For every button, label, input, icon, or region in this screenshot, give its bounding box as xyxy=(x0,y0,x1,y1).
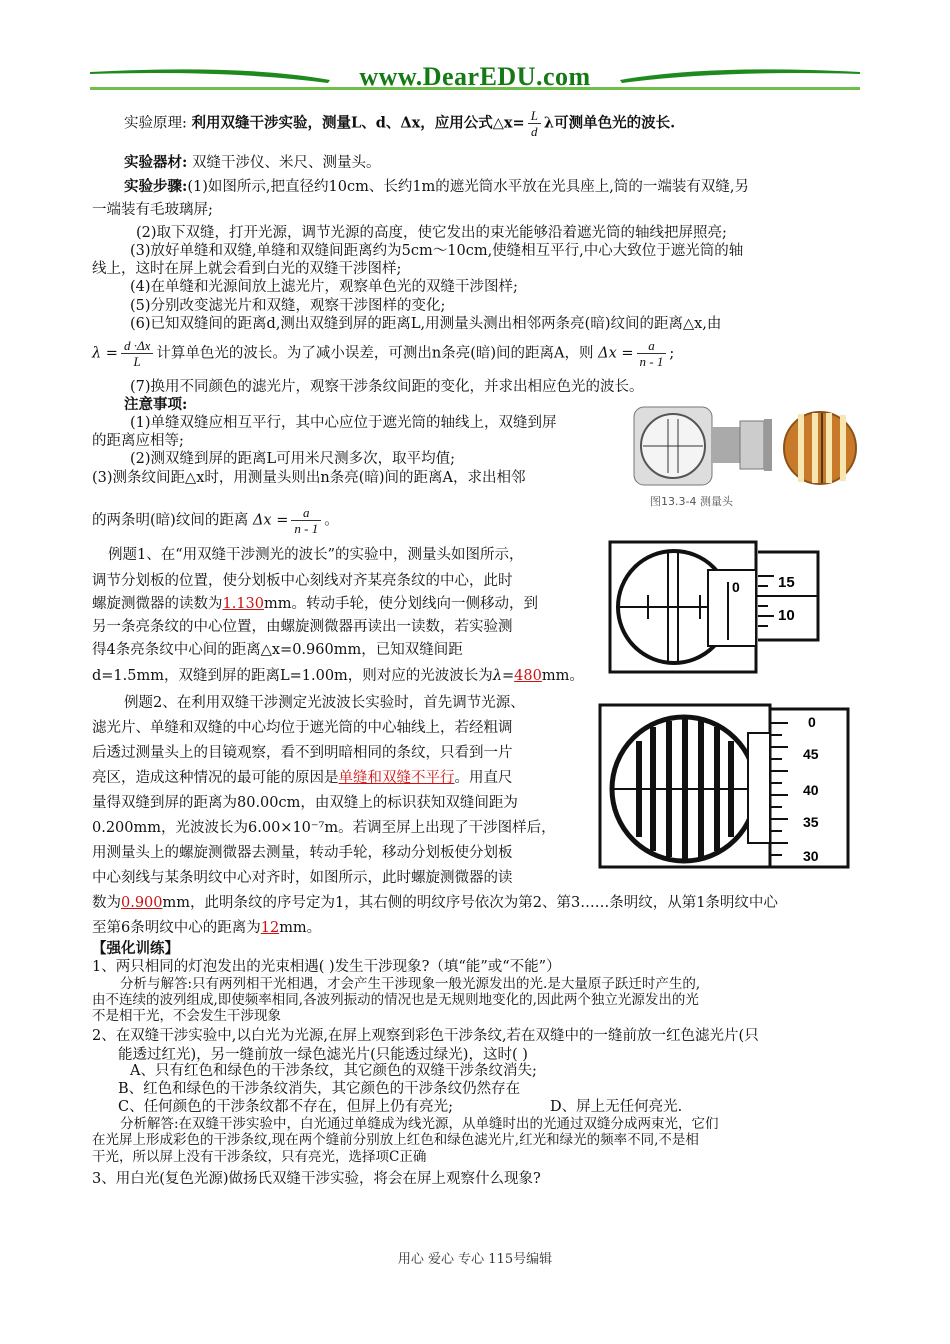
example1-line-5: 得4条亮条纹中心间的距离△x=0.960mm，已知双缝间距 xyxy=(92,642,463,658)
notes-line-2: (2)测双缝到屏的距离L可用米尺测多次，取平均值; xyxy=(130,451,456,467)
example2-line-5: 量得双缝到屏的距离为80.00cm，由双缝上的标识获知双缝间距为 xyxy=(92,795,518,811)
measurement-head-figure xyxy=(632,405,862,510)
example2-line-10: 至第6条明纹中心的距离为12mm。 xyxy=(92,920,322,936)
example1-line-3: 螺旋测微器的读数为1.130mm。转动手轮，使分划线向一侧移动，到 xyxy=(92,596,539,612)
example2-line-9: 数为0.900mm，此明条纹的序号定为1，其右侧的明纹序号依次为第2、第3……条明纹，从第1条明纹中心 xyxy=(92,895,778,911)
notes-line-3: (3)测条纹间距△x时，用测量头则出n条亮(暗)间的距离A，求出相邻 xyxy=(92,470,526,486)
training-q1: 1、两只相同的灯泡发出的光束相遇( )发生干涉现象?（填“能”或“不能”） xyxy=(92,959,561,975)
principle-text: 利用双缝干涉实验，测量L、d、Δx，应用公式△x= xyxy=(191,114,525,132)
training-q2-line-1: 2、在双缝干涉实验中,以白光为光源,在屏上观察到彩色干涉条纹,若在双缝中的一缝前放一红色滤光片(只 xyxy=(92,1028,759,1044)
principle-fraction: $\frac{L}{d}$ xyxy=(528,108,541,139)
example2-line-7: 用测量头上的螺旋测微器去测量，转动手轮，移动分划板使分划板 xyxy=(92,845,513,861)
training-q3: 3、用白光(复色光源)做扬氏双缝干涉实验，将会在屏上观察什么现象? xyxy=(92,1171,541,1187)
notes-dx-fraction: $\frac{a}{n - 1}$ xyxy=(291,505,321,536)
micrometer-diagram-2 xyxy=(598,703,856,871)
steps-line-1b: 一端装有毛玻璃屏; xyxy=(92,202,213,218)
example2-figure xyxy=(598,703,856,871)
example2-line-6: 0.200mm，光波波长为6.00×10⁻⁷m。若调至屏上出现了干涉图样后， xyxy=(92,820,556,836)
example2-line-3: 后透过测量头上的目镜观察，看不到明暗相同的条纹，只看到一片 xyxy=(92,745,513,761)
steps-line-3b: 线上，这时在屏上就会看到白光的双缝干涉图样; xyxy=(92,261,402,277)
notes-line-1b: 的距离应相等; xyxy=(92,433,184,449)
example2-answer-3: 12 xyxy=(260,920,280,936)
steps-line-6: (6)已知双缝间的距离d,测出双缝到屏的距离L,用测量头测出相邻两条亮(暗)纹间的距离△x,由 xyxy=(130,316,722,332)
training-q2-answer-3: 干光，所以屏上没有干涉条纹，只有亮光，选择项C正确 xyxy=(92,1149,427,1165)
training-q2-line-2: 能透过红光)，另一缝前放一绿色滤光片(只能透过绿光)，这时( ) xyxy=(118,1047,528,1063)
scale2-label-0: 0 xyxy=(808,714,816,730)
example1-line-2: 调节分划板的位置，使分划板中心刻线对齐某亮条纹的中心，此时 xyxy=(92,573,513,589)
example2-line-4: 亮区，造成这种情况的最可能的原因是单缝和双缝不平行。用直尺 xyxy=(92,770,513,786)
notes-line-3b: 的两条明(暗)纹间的距离 Δx = $\frac{a}{n - 1}$ 。 xyxy=(92,505,339,536)
lambda-fraction: $\frac{d \cdot\Delta x}{L}$ xyxy=(121,338,153,369)
steps-line-4: (4)在单缝和光源间放上滤光片，观察单色光的双缝干涉图样; xyxy=(130,279,518,295)
training-title: 【强化训练】 xyxy=(92,940,179,957)
scale2-label-40: 40 xyxy=(803,782,819,798)
example2-line-1: 例题2、在利用双缝干涉测定光波波长实验时，首先调节光源、 xyxy=(124,695,525,711)
steps-line-2: (2)取下双缝，打开光源，调节光源的高度，使它发出的束光能够沿着遮光筒的轴线把屏照亮; xyxy=(136,225,727,241)
example1-line-4: 另一条亮条纹的中心位置，由螺旋测微器再读出一读数，若实验测 xyxy=(92,619,513,635)
training-q2-answer-2: 在光屏上形成彩色的干涉条纹,现在两个缝前分别放上红色和绿色滤光片,红光和绿光的频率不同,不是相 xyxy=(92,1132,699,1148)
scale2-label-45: 45 xyxy=(803,746,819,762)
scale-label-15: 15 xyxy=(778,574,795,591)
steps-line-6b: λ = $\frac{d \cdot\Delta x}{L}$ 计算单色光的波长。为了减小误差，可测出n条亮(暗)间的距离A，则 Δx = $\frac{a}{n - 1}$ ; xyxy=(92,338,675,369)
training-q2-answer-1: 分析解答:在双缝干涉实验中，白光通过单缝成为线光源，从单缝时出的光通过双缝分成两束光，它们 xyxy=(120,1116,719,1132)
training-q2-option-a: A、只有红色和绿色的干涉条纹，其它颜色的双缝干涉条纹消失; xyxy=(130,1063,537,1079)
figure-caption: 图13.3-4 测量头 xyxy=(650,495,733,508)
example2-answer-2: 0.900 xyxy=(121,895,163,911)
example2-line-8: 中心刻线与某条明纹中心对齐时，如图所示，此时螺旋测微器的读 xyxy=(92,870,513,886)
notes-line-1: (1)单缝双缝应相互平行，其中心应位于遮光筒的轴线上，双缝到屏 xyxy=(130,415,557,431)
example2-answer-1: 单缝和双缝不平行 xyxy=(338,770,455,786)
training-q1-answer-2: 由不连续的波列组成,即使频率相同,各波列振动的情况也是无规则地变化的,因此两个独立光源发出的光 xyxy=(92,992,699,1008)
training-q2-option-d: D、屏上无任何亮光. xyxy=(550,1099,683,1115)
micrometer-diagram-1 xyxy=(608,540,858,675)
scale-label-10: 10 xyxy=(778,607,795,624)
dx-fraction: $\frac{a}{n - 1}$ xyxy=(637,338,667,369)
example1-line-6: d=1.5mm，双缝到屏的距离L=1.00m，则对应的光波波长为λ=480mm。 xyxy=(92,668,584,684)
equipment-line: 实验器材: 双缝干涉仪、米尺、测量头。 xyxy=(124,154,381,171)
scale2-label-30: 30 xyxy=(803,848,819,864)
example2-line-2: 滤光片、单缝和双缝的中心均位于遮光筒的中心轴线上，若经粗调 xyxy=(92,720,513,736)
example1-line-1: 例题1、在“用双缝干涉测光的波长”的实验中，测量头如图所示， xyxy=(108,547,524,563)
scale2-label-35: 35 xyxy=(803,814,819,830)
training-q2-option-c: C、任何颜色的干涉条纹都不存在，但屏上仍有亮光; xyxy=(118,1099,453,1115)
page-footer: 用心 爱心 专心 115号编辑 xyxy=(397,1252,553,1267)
principle-suffix: λ可测单色光的波长. xyxy=(543,114,676,132)
site-header xyxy=(90,60,860,96)
notes-label: 注意事项: xyxy=(124,396,188,413)
steps-line-3: (3)放好单缝和双缝,单缝和双缝间距离约为5cm～10cm,使缝相互平行,中心大致位于遮光筒的轴 xyxy=(130,243,744,259)
training-q2-option-b: B、红色和绿色的干涉条纹消失，其它颜色的干涉条纹仍然存在 xyxy=(118,1081,521,1097)
example1-answer-2: 480 xyxy=(514,668,542,684)
steps-line-7: (7)换用不同颜色的滤光片，观察干涉条纹间距的变化，并求出相应色光的波长。 xyxy=(130,379,644,395)
principle-line xyxy=(124,108,675,139)
training-q1-answer-3: 不是相干光，不会发生干涉现象 xyxy=(92,1008,281,1024)
site-url: www.DearEDU.com xyxy=(359,62,591,91)
steps-line-5: (5)分别改变滤光片和双缝，观察干涉图样的变化; xyxy=(130,298,446,314)
steps-line-1: 实验步骤:(1)如图所示,把直径约10cm、长约1m的遮光筒水平放在光具座上,筒的一端装有双缝,另 xyxy=(124,178,750,195)
training-q1-answer-1: 分析与解答:只有两列相干光相遇，才会产生干涉现象一般光源发出的光.是大量原子跃迁时产生的, xyxy=(120,976,701,992)
example1-figure xyxy=(608,540,858,675)
scale-label-0: 0 xyxy=(732,579,740,595)
measurement-head-illustration xyxy=(632,405,862,490)
principle-label: 实验原理: xyxy=(124,115,187,132)
example1-answer-1: 1.130 xyxy=(222,596,265,612)
